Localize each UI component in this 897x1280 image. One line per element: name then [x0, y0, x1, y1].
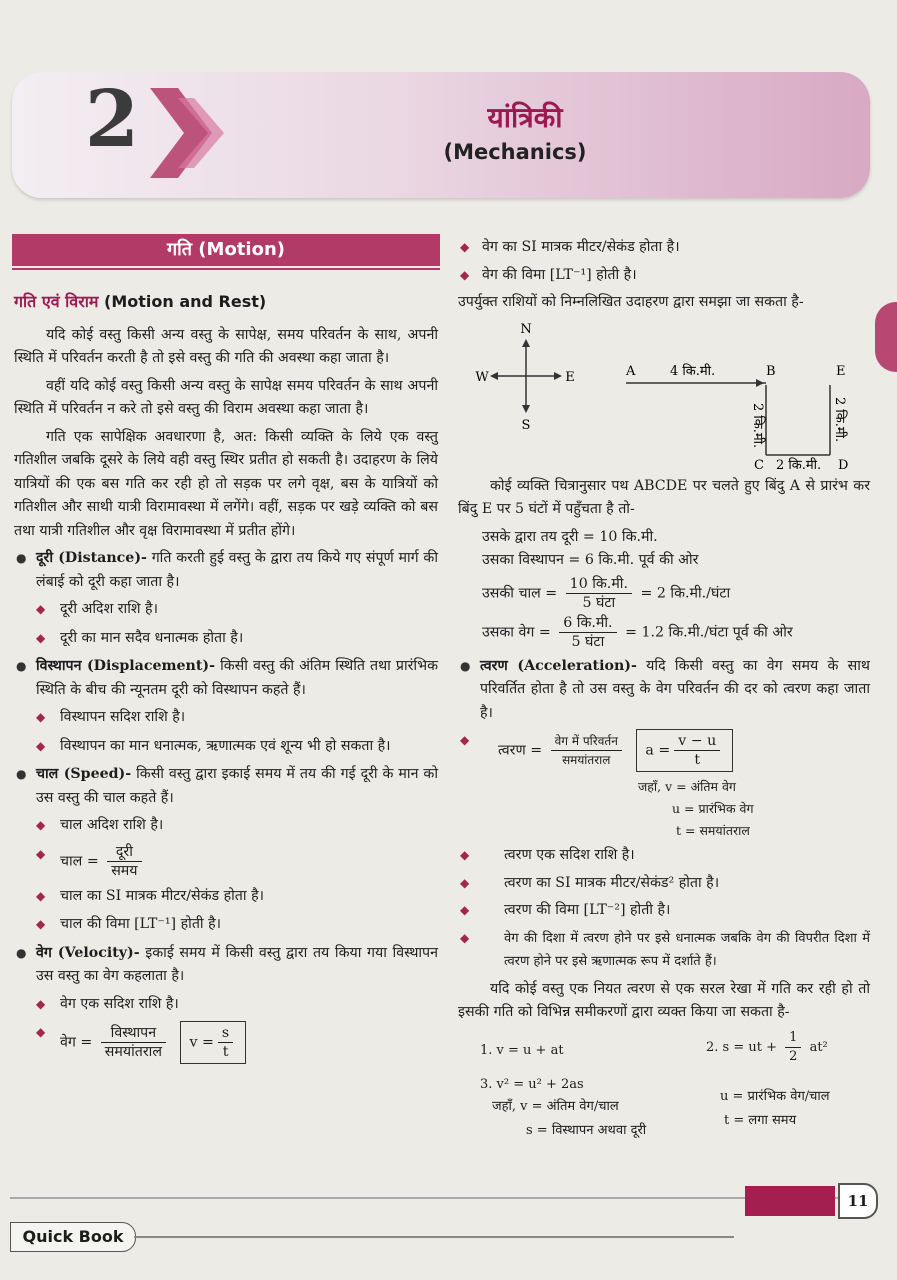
left-column — [14, 290, 438, 1069]
where-line: u = प्रारंभिक वेग — [672, 801, 754, 816]
velocity-formula: ◆ वेग = $\frac{\text{विस्थापन}}{\text{समयांतराल}}$ v = $\frac{s}{t}$ — [14, 1021, 438, 1064]
chapter-number: 2 — [84, 74, 140, 165]
point-a: A — [626, 363, 636, 379]
definition-velocity: ● वेग (Velocity)- इकाई समय में किसी वस्तु द्वारा तय किया गया विस्थापन उस वस्तु का वेग कहलाता है। — [14, 942, 438, 989]
compass-north: N — [520, 321, 532, 337]
fraction: $\frac{v - u}{t}$ — [674, 732, 720, 769]
equation-2: 2. s = ut + $\frac{1}{2}$ at² — [706, 1029, 828, 1064]
footer-accent — [745, 1186, 835, 1216]
bullet: ◆ त्वरण एक सदिश राशि है। — [458, 844, 870, 868]
paragraph: वहीं यदि कोई वस्तु किसी अन्य वस्तु के सापेक्ष समय परिवर्तन के साथ अपनी स्थिति में परिवर्तन न करे तो इसे वस्तु की विराम अवस्था कहा जाता है। — [14, 377, 438, 417]
bullet: ◆ चाल की विमा [LT⁻¹] होती है। — [14, 913, 438, 937]
right-column — [458, 234, 870, 1147]
equation-3: 3. v² = u² + 2as — [480, 1076, 584, 1092]
subheading-english: (Motion and Rest) — [104, 292, 267, 311]
bullet: ◆ दूरी का मान सदैव धनात्मक होता है। — [14, 627, 438, 651]
where-line: जहाँ, v = अंतिम वेग/चाल — [492, 1098, 619, 1114]
chapter-title-hindi: यांत्रिकी — [487, 101, 563, 134]
fraction: $\frac{\text{10 कि.मी.}}{\text{5 घंटा}}$ — [566, 575, 632, 612]
compass-east: E — [565, 369, 575, 385]
equation-1: 1. v = u + at — [480, 1042, 564, 1058]
fraction: $\frac{1}{2}$ — [785, 1029, 801, 1066]
bullet: ◆ दूरी अदिश राशि है। — [14, 598, 438, 622]
where-line: s = विस्थापन अथवा दूरी — [526, 1122, 647, 1138]
definition-speed: ● चाल (Speed)- किसी वस्तु द्वारा इकाई समय में तय की गई दूरी के मान को उस वस्तु की चाल कहते हैं। — [14, 763, 438, 810]
equations — [458, 1029, 870, 1147]
example-line: उसका विस्थापन = 6 कि.मी. पूर्व की ओर — [482, 552, 699, 568]
point-d: D — [838, 457, 849, 469]
path-diagram — [458, 319, 870, 469]
bullet: ◆ चाल का SI मात्रक मीटर/सेकंड होता है। — [14, 885, 438, 909]
where-line: t = लगा समय — [724, 1112, 797, 1128]
where-line: t = समयांतराल — [676, 823, 750, 838]
example-line: उसके द्वारा तय दूरी = 10 कि.मी. — [482, 528, 658, 545]
where-line: जहाँ, v = अंतिम वेग — [638, 779, 736, 794]
fraction: $\frac{\text{6 कि.मी.}}{\text{5 घंटा}}$ — [559, 614, 616, 651]
definition-displacement: ● विस्थापन (Displacement)- किसी वस्तु की अंतिम स्थिति तथा प्रारंभिक स्थिति के बीच की न्यूनतम दूरी को विस्थापन कहते हैं। — [14, 655, 438, 702]
point-b: B — [766, 363, 776, 379]
subheading-hindi: गति एवं विराम — [14, 292, 99, 311]
definition-distance: ● दूरी (Distance)- गति करती हुई वस्तु के द्वारा तय किये गए संपूर्ण मार्ग की लंबाई को दूरी कहा जाता है। — [14, 547, 438, 594]
label-ab: 4 कि.मी. — [670, 363, 716, 379]
section-title: गति (Motion) — [12, 234, 440, 266]
paragraph: यदि कोई वस्तु एक नियत त्वरण से एक सरल रेखा में गति कर रही हो तो इसकी गति को विभिन्न समीकरणों द्वारा व्यक्त किया जा सकता है- — [458, 980, 870, 1020]
book-name: Quick Book — [10, 1222, 136, 1252]
bullet: ◆ विस्थापन का मान धनात्मक, ऋणात्मक एवं शून्य भी हो सकता है। — [14, 735, 438, 759]
chevron-right-icon — [150, 88, 240, 178]
point-e: E — [836, 363, 846, 379]
example-text: कोई व्यक्ति चित्रानुसार पथ ABCDE पर चलते हुए बिंदु A से प्रारंभ कर बिंदु E पर 5 घंटों में पहुँचता है तो- — [458, 477, 870, 517]
definition-acceleration: ● त्वरण (Acceleration)- यदि किसी वस्तु का वेग समय के साथ परिवर्तित होता है तो उस वस्तु के वेग परिवर्तन की दर को त्वरण कहा जाता है। — [458, 655, 870, 726]
chapter-title-english: (Mechanics) — [443, 140, 587, 164]
subheading — [14, 290, 438, 314]
bullet: ◆ विस्थापन सदिश राशि है। — [14, 706, 438, 730]
formula-box: v = $\frac{s}{t}$ — [180, 1021, 246, 1064]
footer-rule — [10, 1197, 840, 1199]
bullet: ◆ चाल अदिश राशि है। — [14, 814, 438, 838]
compass-south: S — [521, 417, 531, 433]
speed-formula: ◆ चाल = $\frac{\text{दूरी}}{\text{समय}}$ — [14, 843, 438, 880]
fraction: $\frac{\text{विस्थापन}}{\text{समयांतराल}}$ — [101, 1024, 166, 1061]
where-line: u = प्रारंभिक वेग/चाल — [720, 1088, 830, 1104]
label-cd: 2 कि.मी. — [776, 457, 822, 469]
bullet: ◆ वेग एक सदिश राशि है। — [14, 993, 438, 1017]
bullet: ◆ वेग की विमा [LT⁻¹] होती है। — [458, 264, 870, 288]
fraction: $\frac{\text{वेग में परिवर्तन}}{\text{समयांतराल}}$ — [551, 732, 622, 769]
paragraph: यदि कोई वस्तु किसी अन्य वस्तु के सापेक्ष, समय परिवर्तन के साथ, अपनी स्थिति में परिवर्तन करती है तो इसे वस्तु की गति की अवस्था कहा जाता है। — [14, 326, 438, 366]
fraction: $\frac{s}{t}$ — [218, 1024, 233, 1061]
bullet: ◆ वेग की दिशा में त्वरण होने पर इसे धनात्मक जबकि वेग की विपरीत दिशा में त्वरण होने पर इसे ऋणात्मक रूप में दर्शाते हैं। — [458, 927, 870, 974]
example-velocity: उसका वेग = $\frac{\text{6 कि.मी.}}{\text{5 घंटा}}$ = 1.2 कि.मी./घंटा पूर्व की ओर — [482, 614, 793, 650]
bullet: ◆ वेग का SI मात्रक मीटर/सेकंड होता है। — [458, 236, 870, 260]
example-speed: उसकी चाल = $\frac{\text{10 कि.मी.}}{\text{5 घंटा}}$ = 2 कि.मी./घंटा — [482, 575, 731, 611]
fraction: $\frac{\text{दूरी}}{\text{समय}}$ — [107, 843, 141, 880]
paragraph: गति एक सापेक्षिक अवधारणा है, अत: किसी व्यक्ति के लिये एक वस्तु गतिशील जबकि दूसरे के लिये वही वस्तु स्थिर प्रतीत हो सकती है। उदाहरण के लिये यात्रियों की एक बस गति कर रही हो तो सड़क पर लगे वृक्ष, बस के यात्रियों को गतिशील और साथी यात्री विरामावस्था में लगेंगे। वहीं, सड़क पर खड़े व्यक्ति को बस तथा यात्री गतिशील और वृक्ष विरामावस्था में प्रतीत होंगे। — [14, 428, 438, 539]
intro-line: उपर्युक्त राशियों को निम्नलिखित उदाहरण द्वारा समझा जा सकता है- — [458, 294, 804, 310]
bullet: ◆ त्वरण की विमा [LT⁻²] होती है। — [458, 899, 870, 923]
label-bc: 2 कि.मी. — [750, 402, 765, 448]
formula-box: a = $\frac{v - u}{t}$ — [636, 729, 733, 772]
compass-west: W — [475, 369, 489, 385]
side-tab — [875, 302, 897, 372]
acceleration-formula: ◆ त्वरण = $\frac{\text{वेग में परिवर्तन}}{\text{समयांतराल}}$ a = $\frac{v - u}{t}$ — [458, 729, 870, 772]
footer-rule-bottom — [134, 1236, 734, 1238]
bullet: ◆ त्वरण का SI मात्रक मीटर/सेकंड² होता है। — [458, 872, 870, 896]
label-de: 2 कि.मी. — [832, 396, 847, 442]
page-number: 11 — [838, 1183, 878, 1219]
point-c: C — [754, 457, 764, 469]
